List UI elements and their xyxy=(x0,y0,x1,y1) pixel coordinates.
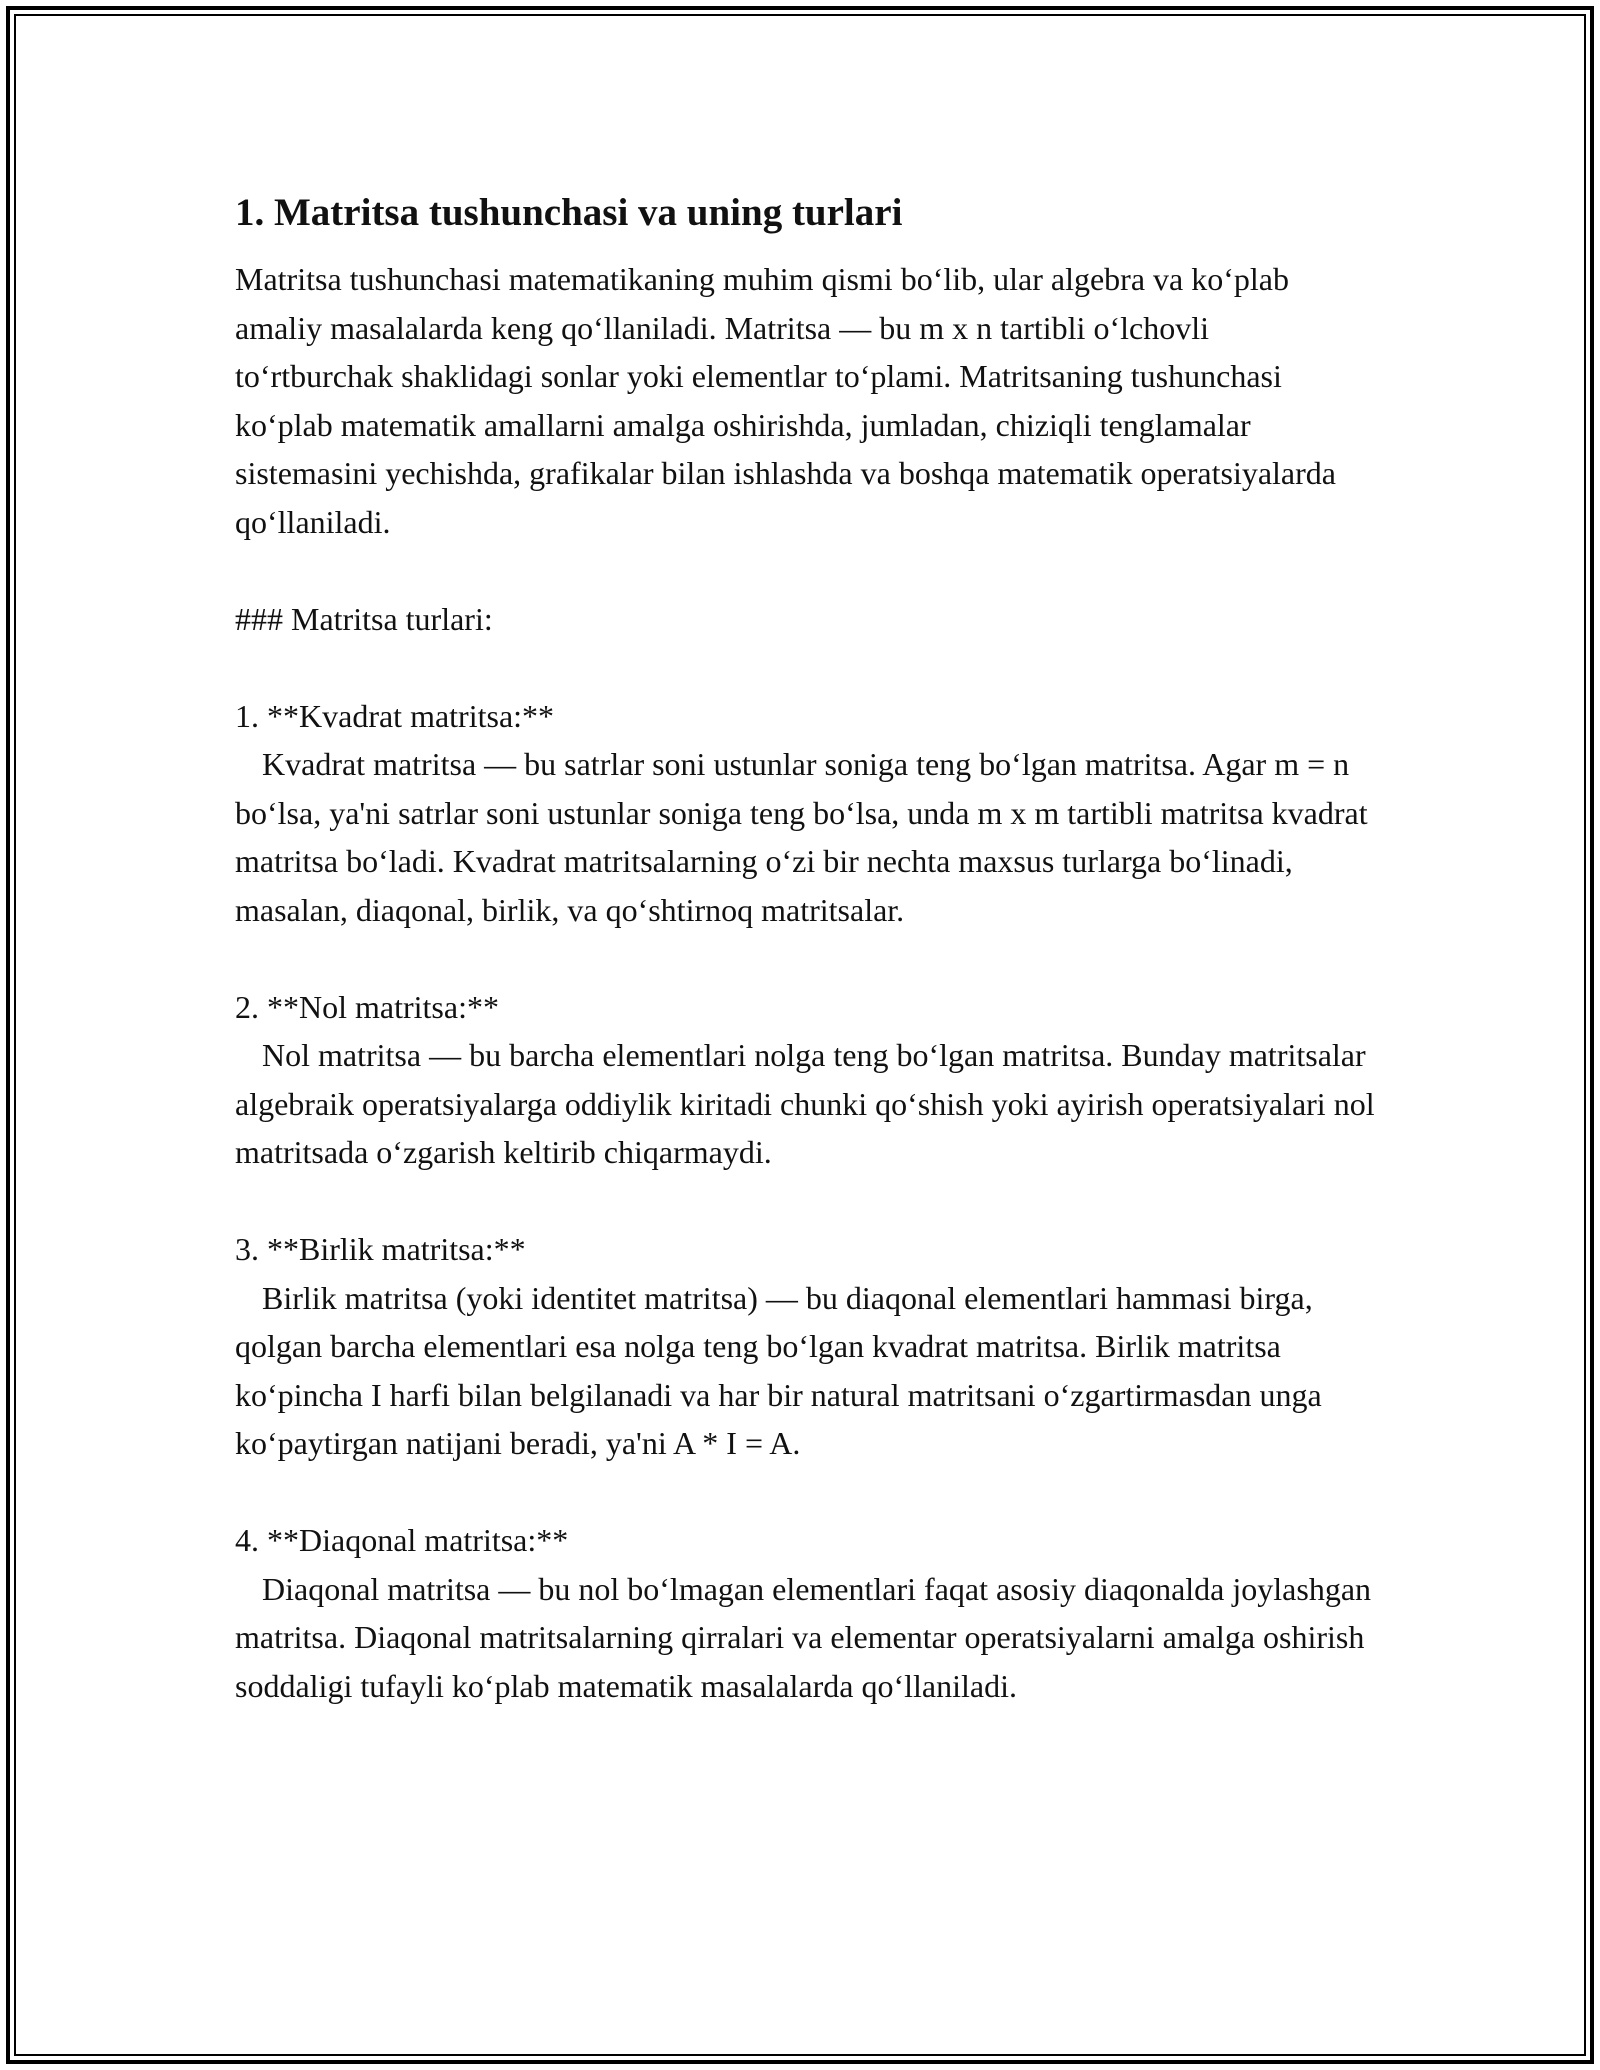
item-heading-diaqonal: 4. **Diaqonal matritsa:** xyxy=(235,1522,569,1558)
section-heading: ### Matritsa turlari: xyxy=(235,600,493,637)
item-heading-nol: 2. **Nol matritsa:** xyxy=(235,988,499,1025)
item-body-diaqonal: Diaqonal matritsa — bu nol bo‘lmagan elementlari faqat asosiy diaqonalda joylashgan matritsa. Diaqonal matritsalarning qirralari va elementar operatsiyalarni amalga oshirish soddaligi tufayli ko‘plab matematik masalalarda qo‘llaniladi. xyxy=(235,1570,1372,1704)
item-heading-birlik: 3. **Birlik matritsa:** xyxy=(235,1231,526,1267)
document-title: 1. Matritsa tushunchasi va uning turlari xyxy=(235,191,903,234)
paragraph-spacer xyxy=(235,934,1375,983)
paragraph-spacer xyxy=(235,643,1375,692)
document-body xyxy=(235,186,1375,1710)
item-heading-kvadrat: 1. **Kvadrat matritsa:** xyxy=(235,697,555,734)
paragraph-spacer xyxy=(235,1468,1375,1517)
item-body-birlik: Birlik matritsa (yoki identitet matritsa) — bu diaqonal elementlari hammasi birga, qolgan barcha elementlari esa nolga teng bo‘lgan kvadrat matritsa. Birlik matritsa ko‘pincha I harfi bilan belgilanadi va har bir natural matritsani o‘zgartirmasdan unga ko‘paytirgan natijani beradi, ya'ni A * I = A. xyxy=(235,1279,1322,1461)
intro-paragraph: Matritsa tushunchasi matematikaning muhim qismi bo‘lib, ular algebra va ko‘plab amaliy masalalarda keng qo‘llaniladi. Matritsa — bu m x n tartibli o‘lchovli to‘rtburchak shaklidagi sonlar yoki elementlar to‘plami. Matritsaning tushunchasi ko‘plab matematik amallarni amalga oshirishda, jumladan, chiziqli tenglamalar sistemasini yechishda, grafikalar bilan ishlashda va boshqa matematik operatsiyalarda qo‘llaniladi. xyxy=(235,261,1336,540)
item-body-kvadrat: Kvadrat matritsa — bu satrlar soni ustunlar soniga teng bo‘lgan matritsa. Agar m = n bo‘lsa, ya'ni satrlar soni ustunlar soniga teng bo‘lsa, unda m x m tartibli matritsa kvadrat matritsa bo‘ladi. Kvadrat matritsalarning o‘zi bir nechta maxsus turlarga bo‘linadi, masalan, diaqonal, birlik, va qo‘shtirnoq matritsalar. xyxy=(235,746,1368,928)
item-body-nol: Nol matritsa — bu barcha elementlari nolga teng bo‘lgan matritsa. Bunday matritsalar algebraik operatsiyalarga oddiylik kiritadi chunki qo‘shish yoki ayirish operatsiyalari nol matritsada o‘zgarish keltirib chiqarmaydi. xyxy=(235,1037,1375,1170)
paragraph-spacer xyxy=(235,546,1375,595)
paragraph-spacer xyxy=(235,1177,1375,1226)
